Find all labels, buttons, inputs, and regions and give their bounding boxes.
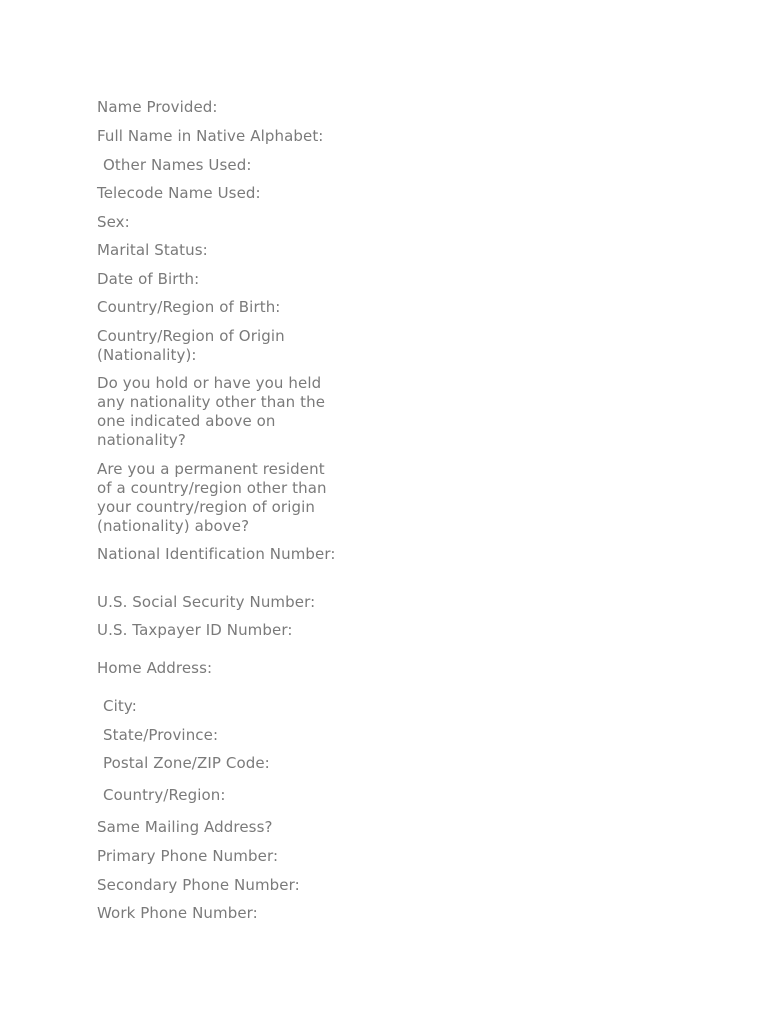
label-work-phone: Work Phone Number: (97, 904, 258, 922)
label-secondary-phone: Secondary Phone Number: (97, 876, 300, 894)
label-home-address: Home Address: (97, 659, 213, 677)
label-country-of-origin: Country/Region of Origin (Nationality): (97, 327, 285, 364)
label-date-of-birth: Date of Birth: (97, 270, 200, 288)
label-primary-phone: Primary Phone Number: (97, 847, 279, 865)
label-ssn: U.S. Social Security Number: (97, 593, 316, 611)
label-city: City: (103, 697, 137, 715)
label-other-nationality: Do you hold or have you held any nationality other than the one indicated above on nationality? (97, 374, 326, 449)
label-marital-status: Marital Status: (97, 241, 208, 259)
label-name-provided: Name Provided: (97, 98, 218, 116)
label-permanent-resident: Are you a permanent resident of a country/region other than your country/region of origin (nationality) above? (97, 460, 327, 535)
label-country-region: Country/Region: (103, 786, 226, 804)
label-other-names: Other Names Used: (103, 156, 252, 174)
label-sex: Sex: (97, 213, 130, 231)
label-telecode-name: Telecode Name Used: (97, 184, 261, 202)
label-country-of-birth: Country/Region of Birth: (97, 298, 281, 316)
label-state-province: State/Province: (103, 726, 219, 744)
label-full-name-native: Full Name in Native Alphabet: (97, 127, 324, 145)
label-taxpayer-id: U.S. Taxpayer ID Number: (97, 621, 293, 639)
label-same-mailing-address: Same Mailing Address? (97, 818, 273, 836)
label-national-id: National Identification Number: (97, 545, 336, 563)
label-postal-code: Postal Zone/ZIP Code: (103, 754, 270, 772)
